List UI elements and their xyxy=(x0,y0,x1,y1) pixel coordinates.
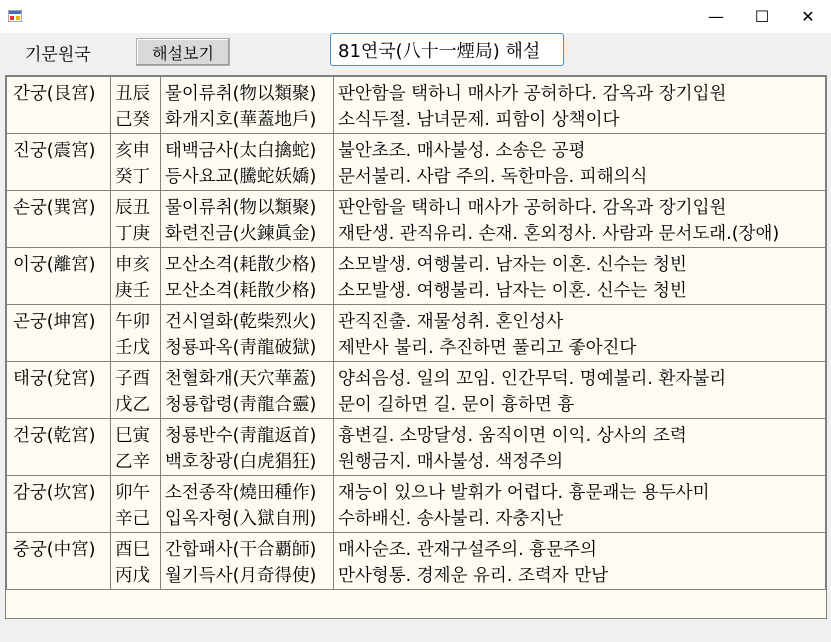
pattern-name: 건시열화(乾柴烈火) xyxy=(165,312,317,332)
table-row[interactable] xyxy=(7,248,826,305)
stems-cell[interactable] xyxy=(111,476,161,533)
palace-name: 감궁(坎宮) xyxy=(13,483,96,503)
pattern-name: 화개지호(華蓋地戶) xyxy=(165,110,317,130)
note-text: 소모발생. 여행불리. 남자는 이혼. 신수는 청빈 xyxy=(338,255,687,275)
toolbar-label: 기문원국 xyxy=(25,45,91,65)
pattern-name: 물이류취(物以類聚) xyxy=(165,84,317,104)
note-text: 제반사 불리. 추진하면 풀리고 좋아진다 xyxy=(338,338,637,358)
palace-name: 간궁(艮宮) xyxy=(13,84,96,104)
stem-pair: 戊乙 xyxy=(115,395,150,415)
palace-name: 진궁(震宮) xyxy=(13,141,96,161)
note-text: 재능이 있으나 발휘가 어렵다. 흉문괘는 용두사미 xyxy=(338,483,710,503)
palace-name: 곤궁(坤宮) xyxy=(13,312,96,332)
palace-cell[interactable] xyxy=(7,77,111,134)
pattern-name: 청룡파옥(靑龍破獄) xyxy=(165,338,317,358)
stem-pair: 卯午 xyxy=(115,483,150,503)
table-row[interactable] xyxy=(7,419,826,476)
note-text: 판안함을 택하니 매사가 공허하다. 감옥과 장기입원 xyxy=(338,84,727,104)
notes-cell[interactable] xyxy=(334,77,826,134)
stem-pair: 丙戊 xyxy=(115,566,150,586)
stem-pair: 壬戊 xyxy=(115,338,150,358)
notes-cell[interactable] xyxy=(334,248,826,305)
palace-cell[interactable] xyxy=(7,419,111,476)
table-row[interactable] xyxy=(7,533,826,590)
note-text: 문이 길하면 길. 문이 흉하면 흉 xyxy=(338,395,575,415)
status-strip xyxy=(0,619,831,642)
pattern-name: 청룡반수(靑龍返首) xyxy=(165,426,317,446)
note-text: 판안함을 택하니 매사가 공허하다. 감옥과 장기입원 xyxy=(338,198,727,218)
palace-cell[interactable] xyxy=(7,533,111,590)
notes-cell[interactable] xyxy=(334,305,826,362)
palace-name: 태궁(兌宮) xyxy=(13,369,96,389)
pattern-cell[interactable] xyxy=(161,533,334,590)
pattern-name: 물이류취(物以類聚) xyxy=(165,198,317,218)
explanation-grid xyxy=(6,76,826,590)
stems-cell[interactable] xyxy=(111,533,161,590)
pattern-cell[interactable] xyxy=(161,77,334,134)
palace-name: 손궁(巽宮) xyxy=(13,198,96,218)
stem-pair: 子酉 xyxy=(115,369,150,389)
notes-cell[interactable] xyxy=(334,419,826,476)
stem-pair: 亥申 xyxy=(115,141,150,161)
note-text: 불안초조. 매사불성. 소송은 공평 xyxy=(338,141,586,161)
table-row[interactable] xyxy=(7,191,826,248)
palace-name: 중궁(中宮) xyxy=(13,540,96,560)
notes-cell[interactable] xyxy=(334,191,826,248)
note-text: 수하배신. 송사불리. 자충지난 xyxy=(338,509,564,529)
stem-pair: 庚壬 xyxy=(115,281,150,301)
stems-cell[interactable] xyxy=(111,77,161,134)
stem-pair: 己癸 xyxy=(115,110,150,130)
title-textbox[interactable]: 81연국(八十一煙局) 해설 xyxy=(330,33,564,66)
stem-pair: 丑辰 xyxy=(115,84,150,104)
stem-pair: 酉巳 xyxy=(115,540,150,560)
note-text: 소식두절. 남녀문제. 피함이 상책이다 xyxy=(338,110,620,130)
pattern-name: 화련진금(火鍊眞金) xyxy=(165,224,317,244)
note-text: 문서불리. 사람 주의. 독한마음. 피해의식 xyxy=(338,167,648,187)
close-button[interactable]: ✕ xyxy=(801,7,815,26)
table-row[interactable] xyxy=(7,305,826,362)
note-text: 관직진출. 재물성취. 혼인성사 xyxy=(338,312,564,332)
notes-cell[interactable] xyxy=(334,476,826,533)
stem-pair: 丁庚 xyxy=(115,224,150,244)
explain-button[interactable]: 해설보기 xyxy=(136,38,230,66)
palace-name: 이궁(離宮) xyxy=(13,255,96,275)
pattern-cell[interactable] xyxy=(161,476,334,533)
stem-pair: 乙辛 xyxy=(115,452,150,472)
pattern-cell[interactable] xyxy=(161,419,334,476)
app-icon xyxy=(8,10,22,22)
minimize-button[interactable]: — xyxy=(708,7,724,26)
table-row[interactable] xyxy=(7,476,826,533)
pattern-name: 소전종작(燒田種作) xyxy=(165,483,317,503)
pattern-name: 월기득사(月奇得使) xyxy=(165,566,317,586)
note-text: 매사순조. 관재구설주의. 흉문주의 xyxy=(338,540,597,560)
note-text: 소모발생. 여행불리. 남자는 이혼. 신수는 청빈 xyxy=(338,281,687,301)
stems-cell[interactable] xyxy=(111,362,161,419)
note-text: 원행금지. 매사불성. 색정주의 xyxy=(338,452,564,472)
pattern-name: 청룡합령(靑龍合靈) xyxy=(165,395,317,415)
pattern-cell[interactable] xyxy=(161,362,334,419)
pattern-name: 간합패사(干合覇師) xyxy=(165,540,317,560)
stems-cell[interactable] xyxy=(111,419,161,476)
stems-cell[interactable] xyxy=(111,191,161,248)
note-text: 재탄생. 관직유리. 손재. 혼외정사. 사람과 문서도래.(장애) xyxy=(338,224,780,244)
stem-pair: 辰丑 xyxy=(115,198,150,218)
notes-cell[interactable] xyxy=(334,533,826,590)
maximize-button[interactable]: ☐ xyxy=(754,7,770,26)
stems-cell[interactable] xyxy=(111,305,161,362)
notes-cell[interactable] xyxy=(334,134,826,191)
palace-cell[interactable] xyxy=(7,191,111,248)
stem-pair: 午卯 xyxy=(115,312,150,332)
stem-pair: 申亥 xyxy=(115,255,150,275)
pattern-name: 모산소격(耗散少格) xyxy=(165,255,317,275)
table-row[interactable] xyxy=(7,77,826,134)
note-text: 흉변길. 소망달성. 움직이면 이익. 상사의 조력 xyxy=(338,426,687,446)
pattern-name: 천혈화개(天穴華蓋) xyxy=(165,369,317,389)
note-text: 양쇠음성. 일의 꼬임. 인간무덕. 명예불리. 환자불리 xyxy=(338,369,727,389)
stem-pair: 巳寅 xyxy=(115,426,150,446)
note-text: 만사형통. 경제운 유리. 조력자 만남 xyxy=(338,566,609,586)
palace-cell[interactable] xyxy=(7,134,111,191)
palace-name: 건궁(乾宮) xyxy=(13,426,96,446)
pattern-name: 등사요교(騰蛇妖嬌) xyxy=(165,167,317,187)
pattern-cell[interactable] xyxy=(161,134,334,191)
stems-cell[interactable] xyxy=(111,248,161,305)
table-row[interactable] xyxy=(7,134,826,191)
pattern-name: 백호창광(白虎猖狂) xyxy=(165,452,317,472)
title-bar xyxy=(0,0,831,33)
pattern-cell[interactable] xyxy=(161,191,334,248)
pattern-cell[interactable] xyxy=(161,248,334,305)
stems-cell[interactable] xyxy=(111,134,161,191)
explanation-table xyxy=(5,75,827,619)
stem-pair: 癸丁 xyxy=(115,167,150,187)
pattern-name: 입옥자형(入獄自刑) xyxy=(165,509,317,529)
notes-cell[interactable] xyxy=(334,362,826,419)
palace-cell[interactable] xyxy=(7,476,111,533)
pattern-name: 태백금사(太白擒蛇) xyxy=(165,141,317,161)
pattern-cell[interactable] xyxy=(161,305,334,362)
pattern-name: 모산소격(耗散少格) xyxy=(165,281,317,301)
stem-pair: 辛己 xyxy=(115,509,150,529)
table-row[interactable] xyxy=(7,362,826,419)
palace-cell[interactable] xyxy=(7,362,111,419)
palace-cell[interactable] xyxy=(7,305,111,362)
palace-cell[interactable] xyxy=(7,248,111,305)
